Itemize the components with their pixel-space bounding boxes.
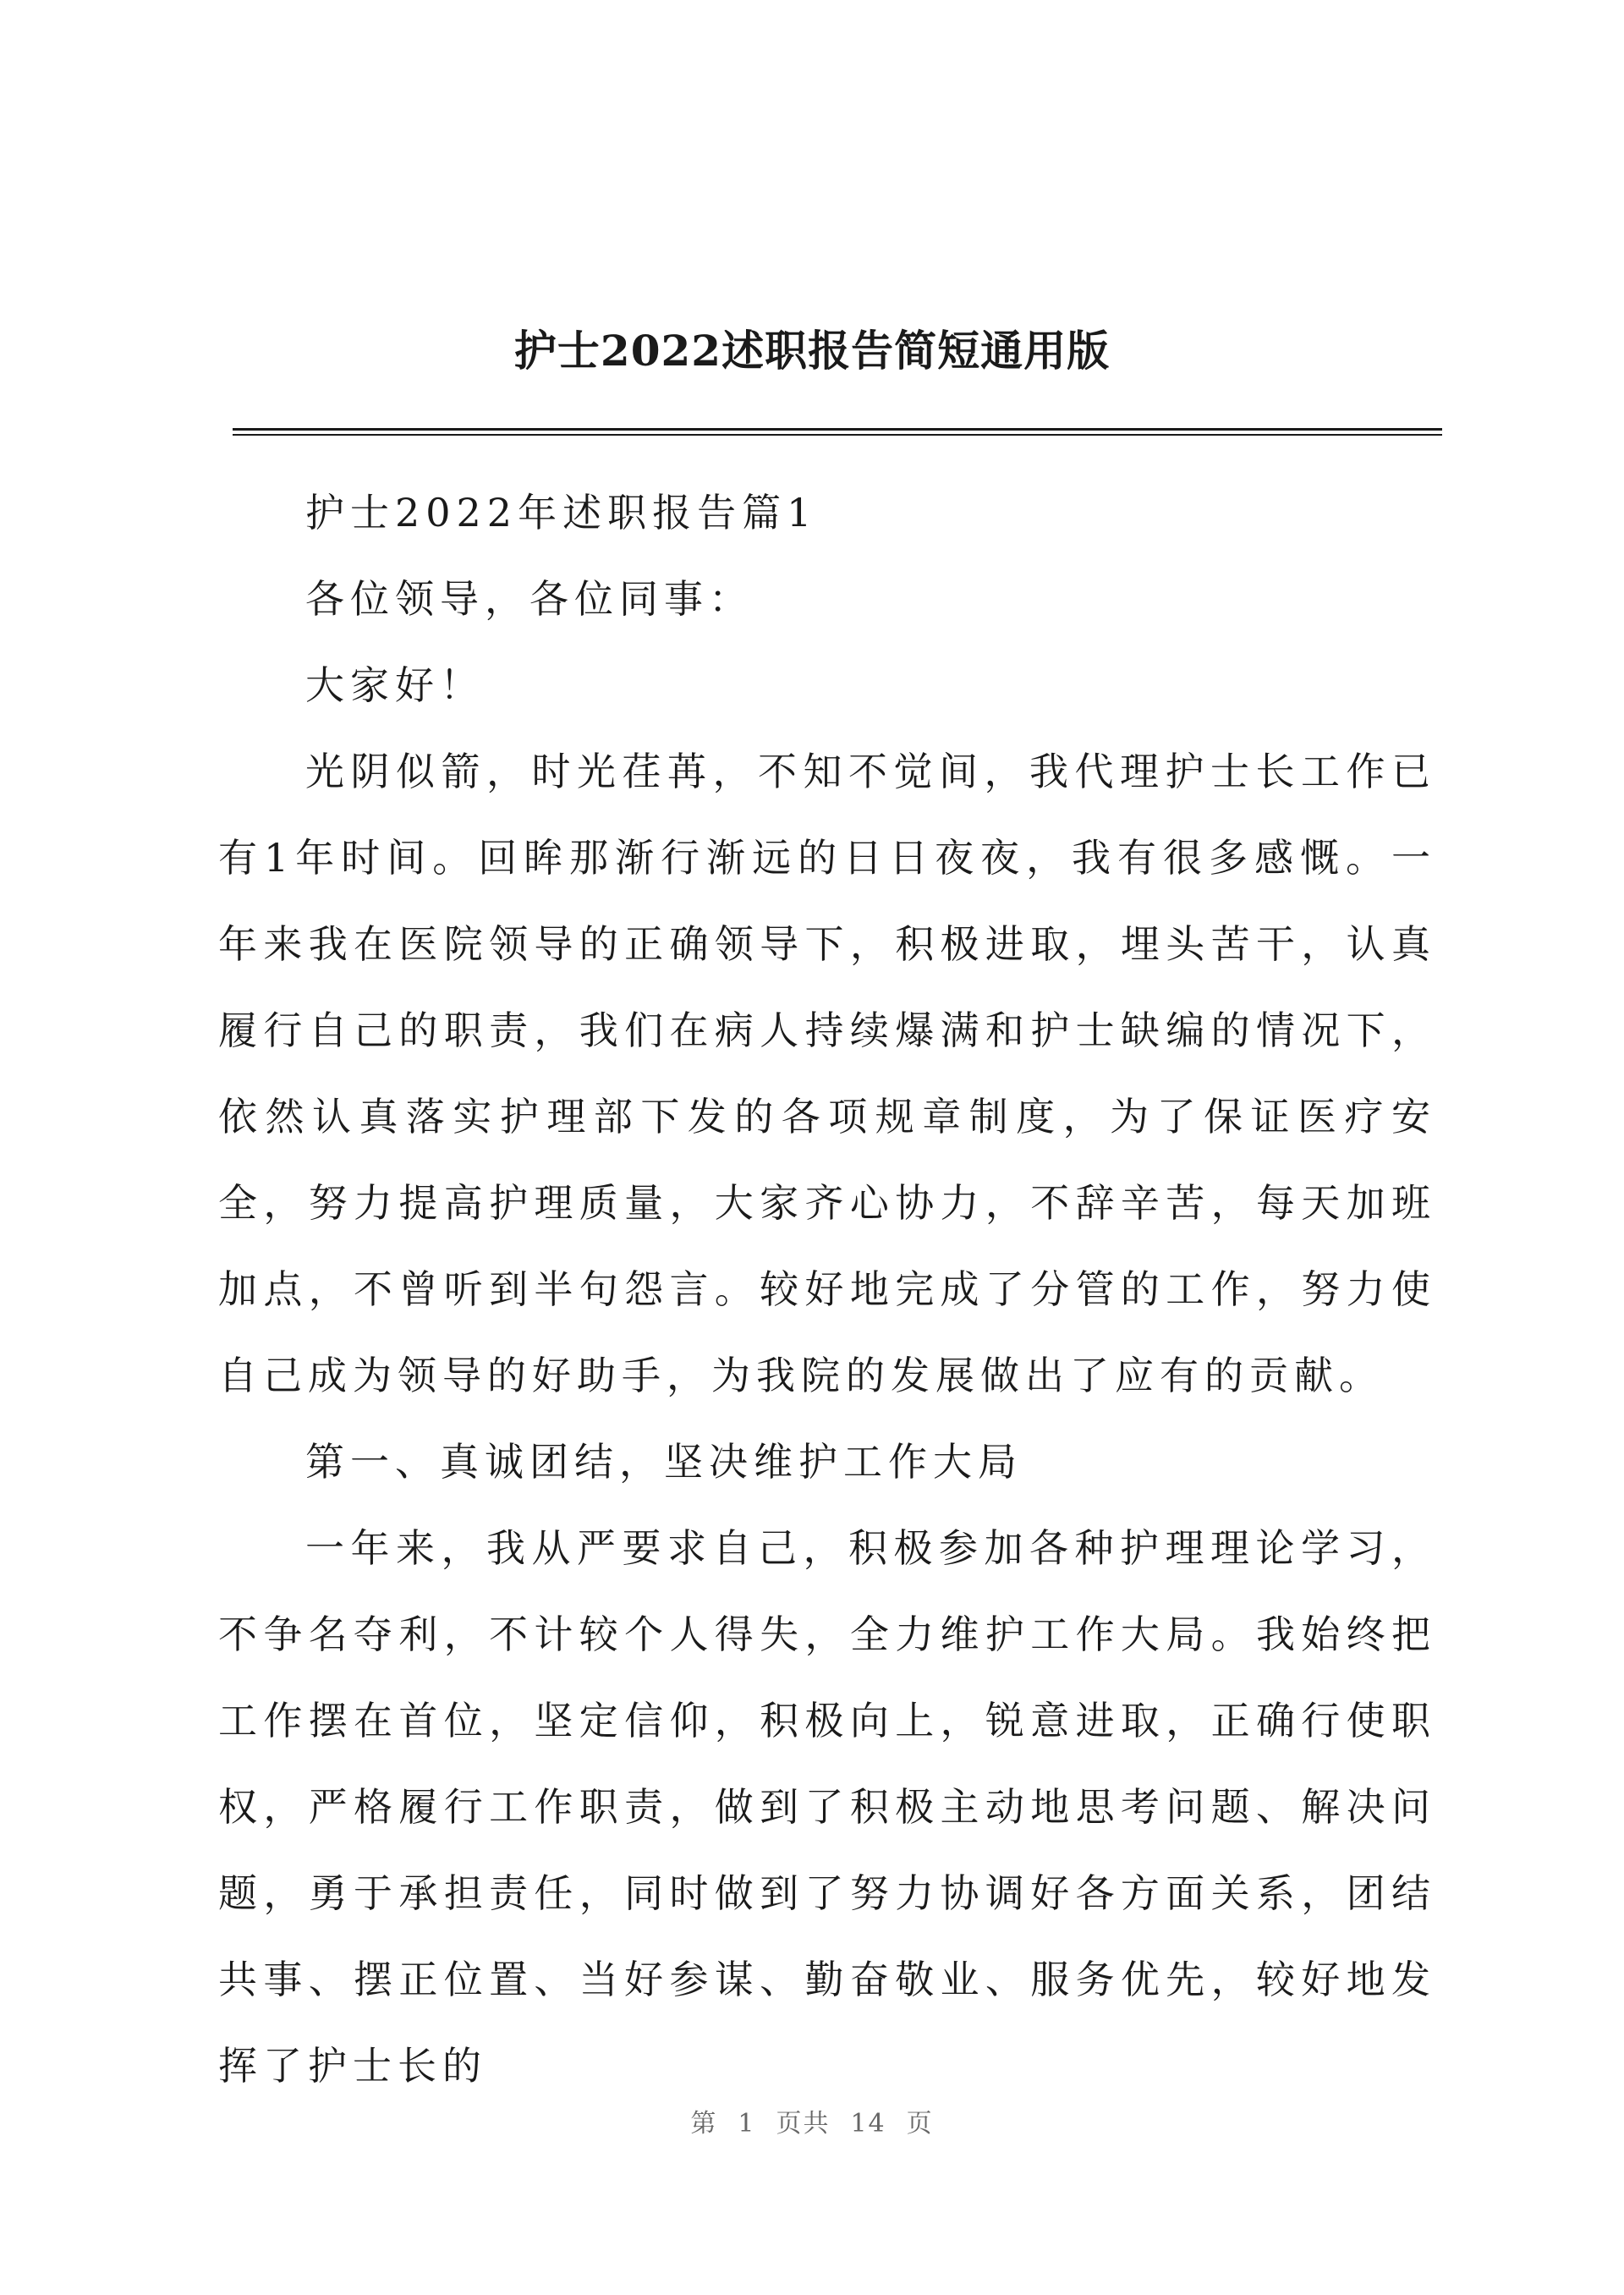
body-paragraph: 光阴似箭，时光荏苒，不知不觉间，我代理护士长工作已有1年时间。回眸那渐行渐远的日日夜夜，我有很多感慨。一年来我在医院领导的正确领导下，积极进取，埋头苦干，认真履行自己的职责，我们在病人持续爆满和护士缺编的情况下，依然认真落实护理部下发的各项规章制度，为了保证医疗安全，努力提高护理质量，大家齐心协力，不辞辛苦，每天加班加点，不曾听到半句怨言。较好地完成了分管的工作，努力使自己成为领导的好助手，为我院的发展做出了应有的贡献。 (218, 749, 1436, 1398)
footer-total-pages: 14 (850, 2109, 886, 2139)
footer-middle: 页共 (776, 2109, 831, 2139)
body-paragraph: 一年来，我从严要求自己，积极参加各种护理理论学习，不争名夺利，不计较个人得失，全力维护工作大局。我始终把工作摆在首位，坚定信仰，积极向上，锐意进取，正确行使职权，严格履行工作职责，做到了积极主动地思考问题、解决问题，勇于承担责任，同时做到了努力协调好各方面关系，团结共事、摆正位置、当好参谋、勤奋敬业、服务优先，较好地发挥了护士长的 (218, 1525, 1436, 2089)
salutation: 各位领导，各位同事： (305, 576, 754, 622)
section-heading: 护士2022年述职报告篇1 (305, 490, 818, 535)
title-divider-thin (233, 434, 1442, 436)
document-body (218, 469, 1436, 2109)
footer-current-page: 1 (738, 2109, 756, 2139)
document-title: 护士2022述职报告简短通用版 (513, 326, 1111, 376)
greeting: 大家好！ (305, 662, 485, 708)
title-divider-thick (233, 428, 1442, 431)
subsection-heading: 第一、真诚团结，坚决维护工作大局 (305, 1439, 1023, 1485)
footer-suffix: 页 (906, 2109, 934, 2139)
footer-prefix: 第 (690, 2109, 718, 2139)
page-footer (0, 2102, 1624, 2139)
